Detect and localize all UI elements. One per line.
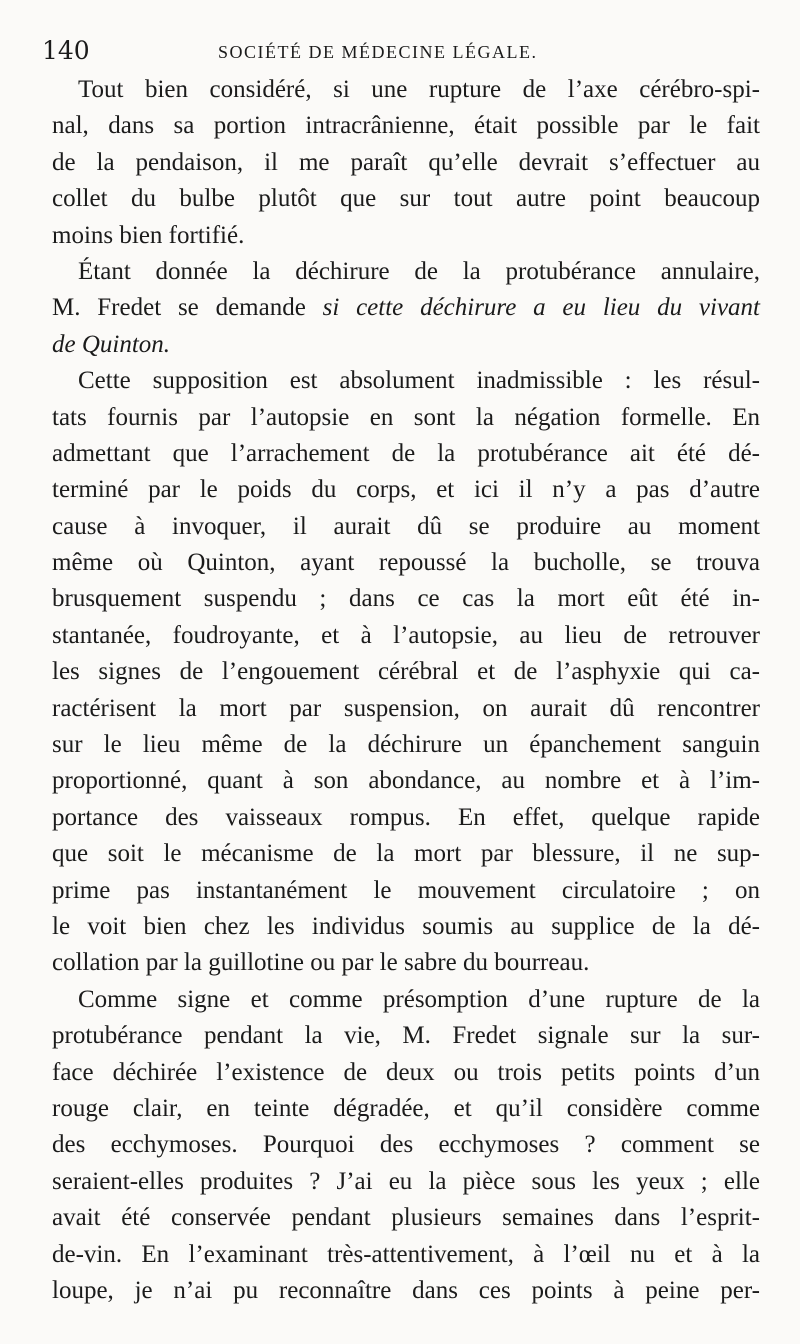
text-line: Tout bien considéré, si une rupture de l’axe cérébro-spi- [78, 76, 760, 103]
text-line: les signes de l’engouement cérébral et de l’asphyxie qui ca- [52, 658, 760, 686]
text-line: que soit le mécanisme de la mort par blessure, il ne sup- [52, 840, 760, 868]
text-line: protubérance pendant la vie, M. Fredet signale sur la sur- [52, 1022, 760, 1050]
text-line: rouge clair, en teinte dégradée, et qu’il considère comme [52, 1094, 760, 1122]
text-line: moins bien fortifié. [52, 221, 245, 249]
text-line: de-vin. En l’examinant très-attentivement, à l’œil nu et à la [52, 1240, 760, 1268]
text-line: nal, dans sa portion intracrânienne, était possible par le fait [52, 112, 760, 140]
text-line: cause à invoquer, il aurait dû se produire au moment [52, 512, 760, 540]
text-line: collation par la guillotine ou par le sabre du bourreau. [52, 949, 590, 977]
text-line: loupe, je n’ai pu reconnaître dans ces points à peine per- [52, 1276, 760, 1304]
text-line: admettant que l’arrachement de la protubérance ait été dé- [52, 439, 760, 467]
text-line: ractérisent la mort par suspension, on aurait dû rencontrer [52, 694, 760, 722]
text-line: proportionné, quant à son abondance, au nombre et à l’im- [52, 767, 760, 795]
text-line-mixed [52, 290, 760, 326]
text-line: terminé par le poids du corps, et ici il n’y a pas d’autre [52, 476, 760, 504]
text-line: le voit bien chez les individus soumis au supplice de la dé- [52, 912, 760, 940]
text-line: seraient-elles produites ? J’ai eu la pièce sous les yeux ; elle [52, 1167, 760, 1195]
text-line: tats fournis par l’autopsie en sont la négation formelle. En [52, 403, 760, 431]
running-title: SOCIÉTÉ DE MÉDECINE LÉGALE. [218, 42, 538, 62]
text-fragment: M. Fredet se demande [52, 294, 323, 322]
text-line: Cette supposition est absolument inadmissible : les résul- [78, 367, 760, 395]
text-line: Étant donnée la déchirure de la protubérance annulaire, [78, 257, 760, 285]
text-line: stantanée, foudroyante, et à l’autopsie, au lieu de retrouver [52, 621, 760, 649]
text-line: de la pendaison, il me paraît qu’elle devrait s’effectuer au [52, 148, 760, 176]
page-number: 140 [42, 36, 90, 65]
text-line: prime pas instantanément le mouvement circulatoire ; on [52, 876, 760, 904]
text-line: avait été conservée pendant plusieurs semaines dans l’esprit- [52, 1204, 760, 1232]
page-header [42, 36, 762, 76]
text-line: face déchirée l’existence de deux ou trois petits points d’un [52, 1058, 760, 1086]
italic-fragment: si cette déchirure a eu lieu du vivant [322, 294, 760, 322]
text-line: collet du bulbe plutôt que sur tout autre point beaucoup [52, 185, 760, 213]
text-line: portance des vaisseaux rompus. En effet, quelque rapide [52, 803, 760, 831]
text-line: Comme signe et comme présomption d’une rupture de la [78, 985, 760, 1013]
text-line: de Quinton. [52, 330, 171, 358]
text-line: des ecchymoses. Pourquoi des ecchymoses ? comment se [52, 1131, 760, 1159]
text-line: sur le lieu même de la déchirure un épanchement sanguin [52, 731, 760, 759]
body-text [52, 72, 760, 1309]
text-line: même où Quinton, ayant repoussé la bucholle, se trouva [52, 549, 760, 577]
text-line: brusquement suspendu ; dans ce cas la mort eût été in- [52, 585, 760, 613]
